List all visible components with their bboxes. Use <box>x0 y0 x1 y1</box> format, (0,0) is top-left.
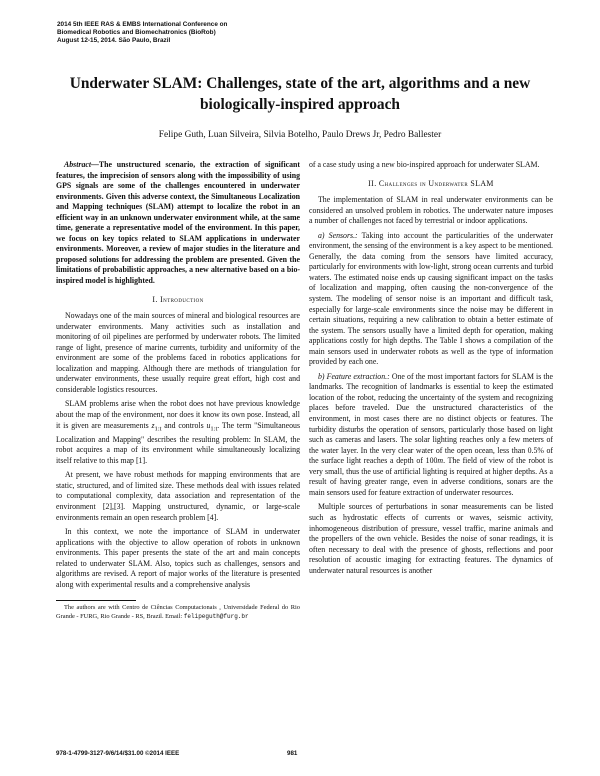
challenges-paragraph-1: The implementation of SLAM in real underwater environments can be considered an unsolved problem in robotics. The underwater nature imposes a number of challenges not faced by terrestrial or indoor applications. <box>309 195 553 226</box>
text-run: and controls <box>161 420 207 430</box>
feature-text: One of the most important factors for SLAM is the landmarks. The recognition of landmarks is essential to keep the estimated location of the robot, reducing the uncertainty of the system and recognizing places before traveled. Due the unstructured characteristics of the environment, in most cases there are no distinct objects or features. The turbidity disturbs the operation of sensors, particularly those based on light such as cameras and lasers. The solar lighting reaches only a few meters of the water layer. In the very clear water of the open ocean, less than 0.5% of the surface light reaches a depth of 100 <box>309 371 553 466</box>
sensors-paragraph <box>309 231 553 368</box>
math-u: u <box>206 420 211 430</box>
intro-paragraph-1: Nowadays one of the main sources of mineral and biological resources are underwater environments. Many activities such as installation and monitoring of oil pipelines are performed by underwater robots. The limited range of light, presence of marine currents, turbidity and uniformity of the environment are some of the problems faced in robotics applications for localization and mapping. Although there are methods of triangulation for underwater environments, these usually require great effort, high cost and considerable logistics resources. <box>56 311 300 394</box>
conference-line: August 12-15, 2014. São Paulo, Brazil <box>57 37 171 45</box>
abstract <box>56 160 300 287</box>
footnote-email: felipeguth@furg.br <box>183 612 249 620</box>
paper-title: Underwater SLAM: Challenges, state of the art, algorithms and a new biologically-inspired approach <box>69 75 531 113</box>
feature-extraction-paragraph <box>309 372 553 499</box>
sensors-text: Taking into account the particularities of the underwater environment, the sensing of the environment is a key aspect to be mentioned. Generally, the data coming from the sensors have limited accuracy, particularly for environments with low-light, strong ocean currents and turbid waters. The estimated noise ends up causing significant impact on the tasks of localization and mapping, often causing the non-convergence of the system. The modeling of sensor noise is an important and difficult task, especially for large-scale environments since the noise may be different in certain situations, requiring a new calibration to obtain a better estimate of the system. The sensors usually have a limited depth for operation, making applications costly for high depths. The Table I shows a compilation of the main sensors used in underwater robots as well as the type of information provided by each one. <box>309 230 553 367</box>
left-column <box>56 160 300 621</box>
footnote-text: The authors are with Centro de Ciências Computacionais , Universidade Federal do Rio Grande - FURG, Rio Grande - RS, Brazil. Email: <box>56 604 300 620</box>
intro-paragraph-4: In this context, we note the importance of SLAM in underwater applications with the objective to allow operation of robots in unknown environments. This paper presents the state of the art and main concepts related to underwater SLAM. Also, topics such as challenges, sensors and algorithms are revised. A report of major works of the literature is presented along with experimental results and a comprehensive analysis <box>56 527 300 589</box>
intro-continuation: of a case study using a new bio-inspired approach for underwater SLAM. <box>309 160 540 169</box>
page-number: 981 <box>287 750 298 757</box>
conference-line: Biomedical Robotics and Biomechatronics (BioRob) <box>57 29 216 37</box>
feature-extraction-subheading: b) Feature extraction.: <box>318 371 390 381</box>
math-z: z <box>151 420 155 430</box>
text-run: . The term "Simultaneous Localization and Mapping" describes the resulting problem: In SLAM, the robot acquires a map of its environment while simultaneously localizing itself relative to this map [1]. <box>56 420 301 465</box>
intro-paragraph-3: At present, we have robust methods for mapping environments that are static, structured, and of limited size. These methods deal with issues related to computational complexity, data association and representation of the environment [2],[3]. Mapping unstructured, dynamic, or large-scale environments remain an open research problem [4]. <box>56 470 300 522</box>
abstract-lead: Abstract <box>64 160 92 169</box>
math-subscript: 1:t <box>210 425 218 433</box>
conference-line: 2014 5th IEEE RAS & EMBS International Conference on <box>57 21 228 28</box>
section-heading-challenges: II. Challenges in Underwater SLAM <box>368 178 494 188</box>
section-heading-introduction: I. Introduction <box>152 294 204 304</box>
feature-text: . The field of view of the robot is very small, thus the use of artificial lighting is required at higher depths. As a result of having greater range, even in adverse conditions, sonars are the main sensors used for feature extraction of underwater resources. <box>309 456 553 497</box>
author-footnote <box>56 604 300 620</box>
sonar-perturbations-paragraph: Multiple sources of perturbations in sonar measurements can be listed such as hydrostatic effects of currents or waves, seismic activity, inhomogeneous distribution of pressure, vessel traffic, marine animals and the propellers of the own vehicle. Besides the noise of sonar readings, it is often necessary to deal with the presence of ghosts, reflections and poor resolution of acoustic imaging for extracting features. The dynamics of underwater natural resources is another <box>309 502 553 575</box>
author-list: Felipe Guth, Luan Silveira, Silvia Botelho, Paulo Drews Jr, Pedro Ballester <box>158 130 442 140</box>
text-run: SLAM problems arise when the robot does not have previous knowledge about the map of the environment, nor does it know its own pose. Instead, all it is given are measurements <box>56 399 300 430</box>
math-unit-m: m <box>437 456 444 466</box>
intro-paragraph-2 <box>56 399 300 466</box>
sensors-subheading: a) Sensors.: <box>318 230 358 240</box>
right-column <box>309 160 553 580</box>
footer-isbn: 978-1-4799-3127-9/6/14/$31.00 ©2014 IEEE <box>56 750 180 757</box>
math-subscript: 1:t <box>154 425 162 433</box>
conference-header <box>57 21 357 46</box>
abstract-text: —The unstructured scenario, the extraction of significant features, the imprecision of sensors along with the impossibility of using GPS signals are some of the challenges encountered in underwater environments. Given this adverse context, the Simultaneous Localization and Mapping techniques (SLAM) attempt to localize the robot in an efficient way in an unknown underwater environment while, at the same time, generate a representative model of the environment. In this paper, we focus on key topics related to SLAM applications in underwater environments. Moreover, a review of major studies in the literature and proposed solutions for addressing the problem are presented. Given the limitations of probabilistic approaches, a new alternative based on a bio-inspired model is highlighted. <box>56 160 300 286</box>
footnote-rule <box>56 600 136 601</box>
